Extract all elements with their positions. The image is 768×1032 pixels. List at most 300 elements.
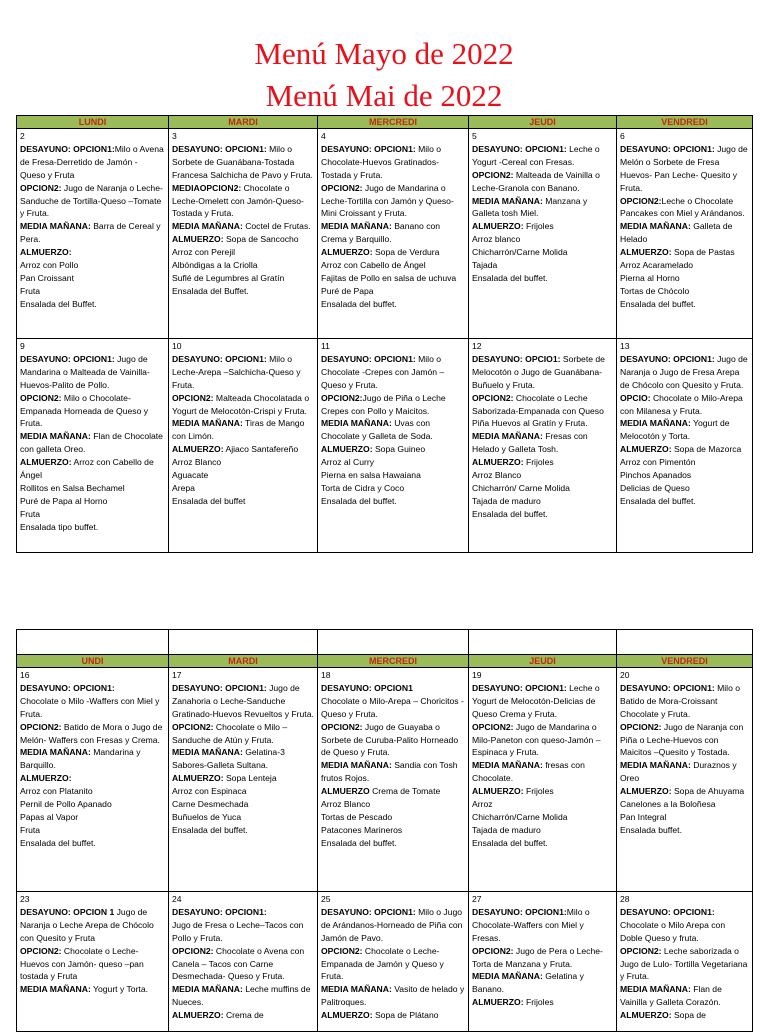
menu-line: Ensalada tipo buffet. bbox=[20, 521, 99, 532]
day-date: 16 bbox=[20, 670, 30, 680]
menu-line bbox=[20, 143, 165, 182]
menu-line-text: Chocolate o Leche-Empanada de Jamón y Queso y Fruta. bbox=[321, 945, 444, 982]
day-header-mercredi: MERCREDI bbox=[318, 116, 469, 129]
day-cell bbox=[169, 339, 318, 553]
menu-line: Arroz Blanco bbox=[172, 457, 222, 468]
menu-line-text: Jugo de Naranja con Piña o Leche-Huevos con Maicitos –Quesito y Tostada. bbox=[620, 721, 744, 758]
menu-line: Arroz Blanco bbox=[321, 799, 371, 810]
menu-line: Arroz Blanco bbox=[472, 470, 522, 481]
day-cell bbox=[617, 892, 753, 1032]
menu-line-text: Manzana y Galleta tosh Miel. bbox=[472, 195, 588, 219]
menu-line: Ensalada del buffet bbox=[172, 495, 246, 506]
menu-line-label: OPCION2: bbox=[472, 169, 514, 180]
menu-line-text: Coctel de Frutas. bbox=[242, 221, 311, 232]
menu-line: Ensalada del Buffet. bbox=[20, 298, 97, 309]
menu-line-text: Sopa de Mazorca bbox=[671, 444, 742, 455]
menu-line: Ensalada del Buffet. bbox=[172, 285, 249, 296]
menu-line-text: Leche muffins de Nueces. bbox=[172, 984, 311, 1008]
menu-line-text: Sopa de Verdura bbox=[372, 247, 440, 258]
menu-line-text: Malteada de Vainilla o Leche-Granola con Banano. bbox=[472, 169, 600, 193]
menu-line bbox=[321, 246, 465, 259]
menu-line-label: ALMUERZO: bbox=[20, 457, 72, 468]
menu-line: Arroz con Platanito bbox=[20, 786, 93, 797]
menu-line bbox=[472, 970, 613, 996]
menu-line-label: MEDIA MAÑANA: bbox=[321, 418, 392, 429]
menu-line-label: DESAYUNO: OPCION1: bbox=[620, 353, 715, 364]
menu-line-label: ALMUERZO: bbox=[321, 1010, 373, 1021]
menu-line-label: ALMUERZO: bbox=[20, 247, 72, 258]
menu-line-text: Fresas con Helado y Galleta Tosh. bbox=[472, 431, 588, 455]
day-cell bbox=[617, 339, 753, 553]
day-cell bbox=[17, 668, 169, 892]
menu-line bbox=[172, 746, 314, 772]
menu-line-text: Leche o Chocolate Pancakes con Miel y Arándanos. bbox=[620, 195, 745, 219]
menu-line: Tajada bbox=[472, 260, 498, 271]
menu-line: Ensalada del buffet. bbox=[321, 837, 397, 848]
menu-line bbox=[321, 721, 465, 760]
menu-line-text: Jugo de Naranja o Leche-Sanduche de Tortilla-Queso –Tomate y Fruta. bbox=[20, 182, 163, 219]
menu-line: Ensalada buffet. bbox=[620, 824, 682, 835]
day-date: 13 bbox=[620, 341, 630, 351]
menu-line-label: ALMUERZO: bbox=[321, 444, 373, 455]
menu-line: Fruta bbox=[20, 285, 41, 296]
menu-line-text: Jugo de Naranja o Leche Arepa de Chócolo con Quesito y Fruta bbox=[20, 906, 154, 943]
menu-line-label: ALMUERZO: bbox=[620, 247, 672, 258]
menu-line bbox=[472, 143, 613, 169]
menu-line bbox=[472, 945, 613, 971]
menu-line-label: DESAYUNO: OPCION1: bbox=[20, 143, 115, 154]
day-date: 23 bbox=[20, 894, 30, 904]
day-header-vendredi: VENDREDI bbox=[617, 655, 753, 668]
menu-line: Ensalada del buffet. bbox=[472, 508, 548, 519]
menu-line-label: MEDIAOPCION2: bbox=[172, 182, 242, 193]
menu-line: Pernil de Pollo Apanado bbox=[20, 799, 112, 810]
menu-line-label: MEDIA MAÑANA: bbox=[472, 760, 543, 771]
menu-line-text: Barra de Cereal y Pera. bbox=[20, 221, 161, 245]
menu-line-text: Galleta de Helado bbox=[620, 221, 733, 245]
menu-line: Ensalada del buffet. bbox=[472, 837, 548, 848]
menu-line-text: Milo o Batido de Mora-Croissant Chocolate y Fruta. bbox=[620, 682, 741, 719]
menu-line: Arroz con Pollo bbox=[20, 260, 79, 271]
menu-line: Tajada de maduro bbox=[472, 495, 541, 506]
menu-line: Arroz al Curry bbox=[321, 457, 375, 468]
menu-line: Arroz con Espinaca bbox=[172, 786, 247, 797]
menu-line-text: Milo o Chocolate-Empanada Horneada de Queso y Fruta. bbox=[20, 392, 149, 429]
day-date: 20 bbox=[620, 670, 630, 680]
menu-line bbox=[620, 392, 749, 418]
menu-line: Ensalada del buffet. bbox=[20, 837, 96, 848]
menu-line-text: Yogurt de Melocotón y Torta. bbox=[620, 418, 730, 442]
menu-line-label: ALMUERZO: bbox=[472, 221, 524, 232]
menu-line bbox=[321, 906, 465, 945]
menu-line: Albóndigas a la Criolla bbox=[172, 260, 258, 271]
menu-line-label: DESAYUNO: OPCION1: bbox=[472, 906, 567, 917]
menu-line-label: MEDIA MAÑANA: bbox=[321, 984, 392, 995]
menu-line: Arroz con Perejil bbox=[172, 247, 236, 258]
day-cell bbox=[469, 668, 617, 892]
day-date: 3 bbox=[172, 131, 177, 141]
menu-line bbox=[620, 443, 749, 456]
menu-line: Chicharrón/Carne Molida bbox=[472, 811, 568, 822]
menu-line-text: Leche o Yogurt -Cereal con Fresas. bbox=[472, 143, 600, 167]
menu-line bbox=[472, 392, 613, 431]
menu-line bbox=[321, 443, 465, 456]
menu-line: Delicias de Queso bbox=[620, 482, 690, 493]
menu-line-label: DESAYUNO: OPCION1: bbox=[20, 353, 115, 364]
menu-line-label: MEDIA MAÑANA: bbox=[172, 221, 243, 232]
day-date: 4 bbox=[321, 131, 326, 141]
menu-line-label: ALMUERZO: bbox=[620, 1010, 672, 1021]
menu-line bbox=[321, 220, 465, 246]
menu-line-text: Milo o Jugo de Arándanos-Horneado de Piña con Jamón de Pavo. bbox=[321, 906, 463, 943]
day-date: 11 bbox=[321, 341, 330, 351]
menu-line bbox=[172, 682, 314, 721]
menu-line bbox=[620, 785, 749, 798]
menu-line-label: MEDIA MAÑANA: bbox=[172, 747, 243, 758]
menu-title-spanish: Menú Mayo de 2022 bbox=[254, 36, 514, 71]
menu-line bbox=[321, 392, 465, 418]
week-row bbox=[17, 892, 753, 1032]
day-cell bbox=[469, 339, 617, 553]
menu-line bbox=[472, 430, 613, 456]
menu-line-label: DESAYUNO: OPCION1: bbox=[321, 143, 416, 154]
menu-line-text: Sopa de Ahuyama bbox=[671, 786, 745, 797]
day-cell bbox=[169, 892, 318, 1032]
menu-line bbox=[472, 169, 613, 195]
menu-line-label: OPCION2: bbox=[172, 945, 214, 956]
day-date: 19 bbox=[472, 670, 482, 680]
menu-line: Carne Desmechada bbox=[172, 799, 249, 810]
menu-line-label: DESAYUNO: OPCION1: bbox=[172, 906, 267, 917]
day-cell bbox=[318, 129, 469, 339]
menu-line bbox=[321, 945, 465, 984]
day-cell bbox=[169, 668, 318, 892]
menu-line bbox=[172, 392, 314, 418]
day-cell bbox=[17, 339, 169, 553]
menu-line bbox=[321, 353, 465, 392]
menu-line-text: Malteada Chocolatada o Yogurt de Melocotón-Crispi y Fruta. bbox=[172, 392, 310, 416]
menu-line bbox=[321, 785, 465, 798]
menu-line bbox=[472, 456, 613, 469]
menu-line-text: Mandarina y Barquillo. bbox=[20, 747, 141, 771]
menu-line bbox=[472, 759, 613, 785]
menu-line-label: OPCION2: bbox=[20, 945, 62, 956]
menu-line-text: Flan de Chocolate con galleta Oreo. bbox=[20, 431, 163, 455]
menu-line: Pierna al Horno bbox=[620, 272, 680, 283]
menu-line: Pan Integral bbox=[620, 811, 667, 822]
menu-line: Chicharrón/Carne Molida bbox=[472, 247, 568, 258]
menu-line: Ensalada del buffet. bbox=[321, 298, 397, 309]
menu-line-label: DESAYUNO: OPCION1: bbox=[321, 906, 416, 917]
menu-line-label: ALMUERZO: bbox=[172, 1010, 224, 1021]
blank-cell bbox=[318, 630, 469, 655]
day-date: 28 bbox=[620, 894, 630, 904]
menu-line-label: ALMUERZO: bbox=[472, 457, 524, 468]
menu-line-label: DESAYUNO: OPCION1: bbox=[620, 682, 715, 693]
menu-line-label: ALMUERZO bbox=[321, 786, 370, 797]
menu-line bbox=[321, 983, 465, 1009]
menu-line bbox=[172, 945, 314, 984]
menu-line bbox=[20, 682, 165, 695]
menu-line bbox=[620, 721, 749, 760]
day-date: 18 bbox=[321, 670, 331, 680]
menu-line-label: MEDIA MAÑANA: bbox=[472, 195, 543, 206]
menu-line bbox=[472, 220, 613, 233]
menu-line: Pinchos Apanados bbox=[620, 470, 692, 481]
day-cell bbox=[617, 668, 753, 892]
menu-line-label: OPCION2: bbox=[472, 721, 514, 732]
menu-line bbox=[620, 1009, 749, 1022]
menu-line-text: fresas con Chocolate. bbox=[472, 760, 585, 784]
menu-line bbox=[20, 772, 165, 785]
menu-line bbox=[321, 759, 465, 785]
menu-line bbox=[472, 721, 613, 760]
menu-line-label: ALMUERZO: bbox=[321, 247, 373, 258]
menu-line bbox=[172, 1009, 314, 1022]
menu-line-label: DESAYUNO: OPCION1: bbox=[172, 143, 267, 154]
menu-line-label: ALMUERZO: bbox=[620, 444, 672, 455]
menu-line bbox=[472, 195, 613, 221]
menu-line bbox=[472, 785, 613, 798]
blank-cell bbox=[17, 630, 169, 655]
menu-line bbox=[172, 721, 314, 747]
menu-line-text: Milo o Chocolate -Crepes con Jamón – Queso y Fruta. bbox=[321, 353, 445, 390]
day-date: 9 bbox=[20, 341, 25, 351]
day-cell bbox=[318, 339, 469, 553]
week-row bbox=[17, 129, 753, 339]
menu-line-label: OPCION2: bbox=[172, 392, 214, 403]
menu-line-text: Ajiaco Santafereño bbox=[223, 444, 299, 455]
menu-line-text: Sorbete de Melocotón o Jugo de Guanábana-Buñuelo y Fruta. bbox=[472, 353, 605, 390]
menu-line-label: DESAYUNO: OPCION1: bbox=[472, 682, 567, 693]
day-header-mercredi: MERCREDI bbox=[318, 655, 469, 668]
menu-line bbox=[172, 233, 314, 246]
menu-line: Pan Croissant bbox=[20, 272, 74, 283]
blank-cell bbox=[469, 630, 617, 655]
day-cell bbox=[318, 668, 469, 892]
menu-line-text: Milo o Chocolate-Waffers con Miel y Fresas. bbox=[472, 906, 590, 943]
menu-line-text: Chocolate o Leche Saborizada-Empanada con Queso Piña Huevos al Gratín y Fruta. bbox=[472, 392, 604, 429]
day-header-jeudi: JEUDI bbox=[469, 116, 617, 129]
menu-line bbox=[620, 143, 749, 195]
menu-line: Ensalada del buffet. bbox=[620, 298, 696, 309]
menu-line: Ensalada del buffet. bbox=[620, 495, 696, 506]
menu-line bbox=[172, 417, 314, 443]
day-cell bbox=[617, 129, 753, 339]
menu-line bbox=[172, 143, 314, 182]
menu-line-text: Sopa Guineo bbox=[372, 444, 426, 455]
menu-line-text: Duraznos y Oreo bbox=[620, 760, 737, 784]
menu-line-label: ALMUERZO: bbox=[20, 773, 72, 784]
menu-line bbox=[20, 456, 165, 482]
menu-line: Arroz Acaramelado bbox=[620, 260, 694, 271]
menu-line-label: ALMUERZO: bbox=[172, 444, 224, 455]
blank-row bbox=[17, 630, 753, 655]
menu-line-text: Gelatina y Banano. bbox=[472, 971, 584, 995]
menu-line-text: Chocolate o Leche-Huevos con Jamón- queso –pan tostada y Fruta bbox=[20, 945, 144, 982]
menu-line-label: ALMUERZO: bbox=[620, 786, 672, 797]
menu-line bbox=[472, 996, 613, 1009]
menu-line-label: OPCION2: bbox=[620, 945, 662, 956]
menu-line-label: DESAYUNO: OPCION 1 bbox=[20, 906, 115, 917]
menu-line bbox=[620, 682, 749, 721]
menu-line-label: ALMUERZO: bbox=[172, 773, 224, 784]
menu-line-text: Chocolate o Milo-Arepa con Milanesa y Fruta. bbox=[620, 392, 743, 416]
menu-line bbox=[172, 772, 314, 785]
menu-line bbox=[620, 220, 749, 246]
menu-line-label: DESAYUNO: OPCION1: bbox=[620, 906, 715, 917]
menu-line-text: Jugo de Mandarina o Malteada de Vainilla- Huevos-Palito de Pollo. bbox=[20, 353, 150, 390]
menu-line-text: Crema de Tomate bbox=[369, 786, 441, 797]
menu-line bbox=[20, 182, 165, 221]
menu-line-text: Uvas con Chocolate y Galleta de Soda. bbox=[321, 418, 433, 442]
menu-line-label: DESAYUNO: OPCION1: bbox=[472, 143, 567, 154]
menu-line-label: DESAYUNO: OPCION1: bbox=[20, 682, 115, 693]
day-header-lundi: UNDI bbox=[17, 655, 169, 668]
menu-line-label: DESAYUNO: OPCION1 bbox=[321, 682, 413, 693]
menu-line bbox=[620, 906, 749, 919]
menu-line-label: OPCION2: bbox=[20, 182, 62, 193]
menu-line-text: Leche o Yogurt de Melocotón-Delicias de Queso Crema y Fruta. bbox=[472, 682, 600, 719]
menu-line bbox=[20, 906, 165, 945]
day-header-mardi: MARDI bbox=[169, 655, 318, 668]
menu-line-label: OPCION2: bbox=[20, 721, 62, 732]
menu-line bbox=[620, 195, 749, 221]
menu-line-text: Milo o Sorbete de Guanábana-Tostada Francesa Salchicha de Pavo y Fruta. bbox=[172, 143, 313, 180]
menu-line-text: Milo o Leche-Arepa –Salchicha-Queso y Fruta. bbox=[172, 353, 301, 390]
menu-line-text: Frijoles bbox=[523, 997, 554, 1008]
menu-line-text: Jugo de Guayaba o Sorbete de Curuba-Palito Horneado de Queso y Fruta. bbox=[321, 721, 459, 758]
menu-line-label: OPCION2: bbox=[620, 721, 662, 732]
menu-title-french: Menú Mai de 2022 bbox=[265, 78, 503, 113]
menu-line-text: Gelatina-3 Sabores-Galleta Sultana. bbox=[172, 747, 285, 771]
menu-line bbox=[20, 746, 165, 772]
menu-line bbox=[321, 143, 465, 182]
menu-line-text: Sopa Lenteja bbox=[223, 773, 277, 784]
menu-line-label: OPCION2: bbox=[620, 195, 662, 206]
menu-line-label: OPCION2: bbox=[472, 945, 514, 956]
menu-line-text: Frijoles bbox=[523, 457, 554, 468]
menu-line: Suflé de Legumbres al Gratín bbox=[172, 272, 285, 283]
day-date: 25 bbox=[321, 894, 331, 904]
menu-line: Ensalada del buffet. bbox=[472, 272, 548, 283]
menu-line: Patacones Marineros bbox=[321, 824, 403, 835]
menu-line-label: MEDIA MAÑANA: bbox=[321, 221, 392, 232]
menu-line-label: OPCION2: bbox=[321, 182, 363, 193]
menu-line: Puré de Papa al Horno bbox=[20, 495, 108, 506]
menu-line: Arroz con Cabello de Ángel bbox=[321, 260, 426, 271]
menu-line: Chocolate o Milo -Waffers con Miel y Fruta. bbox=[20, 695, 160, 719]
day-cell bbox=[318, 892, 469, 1032]
menu-line: Torta de Cidra y Coco bbox=[321, 482, 405, 493]
menu-line-label: ALMUERZO: bbox=[472, 997, 524, 1008]
menu-line-label: OPCION2: bbox=[321, 392, 363, 403]
menu-line-text: Flan de Vainilla y Galleta Corazón. bbox=[620, 984, 722, 1008]
menu-line-label: MEDIA MAÑANA: bbox=[20, 984, 91, 995]
menu-line-text: Banano con Crema y Barquillo. bbox=[321, 221, 441, 245]
menu-line bbox=[321, 682, 465, 695]
menu-line-label: MEDIA MAÑANA: bbox=[620, 760, 691, 771]
menu-line: Arepa bbox=[172, 482, 195, 493]
day-header-jeudi: JEUDI bbox=[469, 655, 617, 668]
menu-line-text: Jugo de Mandarina o Milo-Paneton con queso-Jamón – Espinaca y Fruta. bbox=[472, 721, 601, 758]
blank-cell bbox=[169, 630, 318, 655]
menu-line-text: Jugo de Pera o Leche-Torta de Manzana y Fruta. bbox=[472, 945, 603, 969]
menu-line: Ensalada del buffet. bbox=[321, 495, 397, 506]
day-date: 12 bbox=[472, 341, 482, 351]
menu-line bbox=[172, 182, 314, 221]
menu-line-text: Milo o Chocolate-Huevos Gratinados-Tostada y Fruta. bbox=[321, 143, 442, 180]
menu-line-label: MEDIA MAÑANA: bbox=[20, 221, 91, 232]
menu-line: Canelones a la Boloñesa bbox=[620, 799, 716, 810]
menu-line: Tortas de Chócolo bbox=[620, 285, 690, 296]
menu-line bbox=[172, 443, 314, 456]
day-cell bbox=[17, 129, 169, 339]
menu-line-label: MEDIA MAÑANA: bbox=[620, 221, 691, 232]
day-cell bbox=[469, 129, 617, 339]
menu-line: Chocolate o Milo-Arepa – Choricitos -Queso y Fruta. bbox=[321, 695, 464, 719]
menu-line-text: Chocolate o Leche-Omelett con Jamón-Queso-Tostada y Fruta. bbox=[172, 182, 304, 219]
menu-line-label: MEDIA MAÑANA: bbox=[321, 760, 392, 771]
menu-line bbox=[321, 1009, 465, 1022]
menu-line bbox=[20, 353, 165, 392]
menu-line bbox=[620, 983, 749, 1009]
day-cell bbox=[17, 892, 169, 1032]
day-date: 6 bbox=[620, 131, 625, 141]
menu-line: Ensalada del buffet. bbox=[172, 824, 248, 835]
week-row bbox=[17, 339, 753, 553]
menu-line-text: Sandia con Tosh frutos Rojos. bbox=[321, 760, 458, 784]
menu-line bbox=[172, 220, 314, 233]
menu-line-label: DESAYUNO: OPCION1: bbox=[172, 353, 267, 364]
menu-line-text: Jugo de Naranja o Jugo de Fresa Arepa de Chócolo con Quesito y Fruta. bbox=[620, 353, 748, 390]
menu-line-text: Frijoles bbox=[523, 786, 554, 797]
menu-table-week-1-2 bbox=[16, 115, 753, 553]
menu-line: Aguacate bbox=[172, 470, 209, 481]
menu-line-text: Tiras de Mango con Limón. bbox=[172, 418, 305, 442]
menu-line-label: MEDIA MAÑANA: bbox=[172, 418, 243, 429]
menu-line: Buñuelos de Yuca bbox=[172, 811, 242, 822]
menu-line-text: Chocolate o Milo – Sanduche de Atún y Fruta. bbox=[172, 721, 288, 745]
menu-line-text: Vasito de helado y Palitroques. bbox=[321, 984, 465, 1008]
menu-line-label: OPCION2: bbox=[321, 721, 363, 732]
menu-line-text: Sopa de Plátano bbox=[372, 1010, 439, 1021]
menu-line bbox=[472, 682, 613, 721]
menu-line: Arroz bbox=[472, 799, 493, 810]
menu-line: Papas al Vapor bbox=[20, 811, 79, 822]
menu-line-label: DESAYUNO: OPCION1: bbox=[321, 353, 416, 364]
menu-line bbox=[620, 353, 749, 392]
menu-line-label: MEDIA MAÑANA: bbox=[20, 747, 91, 758]
menu-line-label: OPCION2: bbox=[20, 392, 62, 403]
menu-line: Fruta bbox=[20, 824, 41, 835]
day-cell bbox=[169, 129, 318, 339]
menu-line: Pierna en salsa Hawaiana bbox=[321, 470, 421, 481]
menu-line bbox=[20, 721, 165, 747]
menu-line: Rollitos en Salsa Bechamel bbox=[20, 482, 125, 493]
day-header-lundi: LUNDI bbox=[17, 116, 169, 129]
menu-line: Tajada de maduro bbox=[472, 824, 541, 835]
menu-line-label: MEDIA MAÑANA: bbox=[472, 431, 543, 442]
day-date: 5 bbox=[472, 131, 477, 141]
menu-line-label: MEDIA MAÑANA: bbox=[20, 431, 91, 442]
day-date: 24 bbox=[172, 894, 182, 904]
menu-line bbox=[20, 983, 165, 996]
menu-line: Fajitas de Pollo en salsa de uchuva bbox=[321, 272, 457, 283]
menu-line-label: ALMUERZO: bbox=[472, 786, 524, 797]
menu-line-text: Sopa de Sancocho bbox=[223, 234, 299, 245]
menu-line-label: DESAYUNO: OPCIO1: bbox=[472, 353, 561, 364]
